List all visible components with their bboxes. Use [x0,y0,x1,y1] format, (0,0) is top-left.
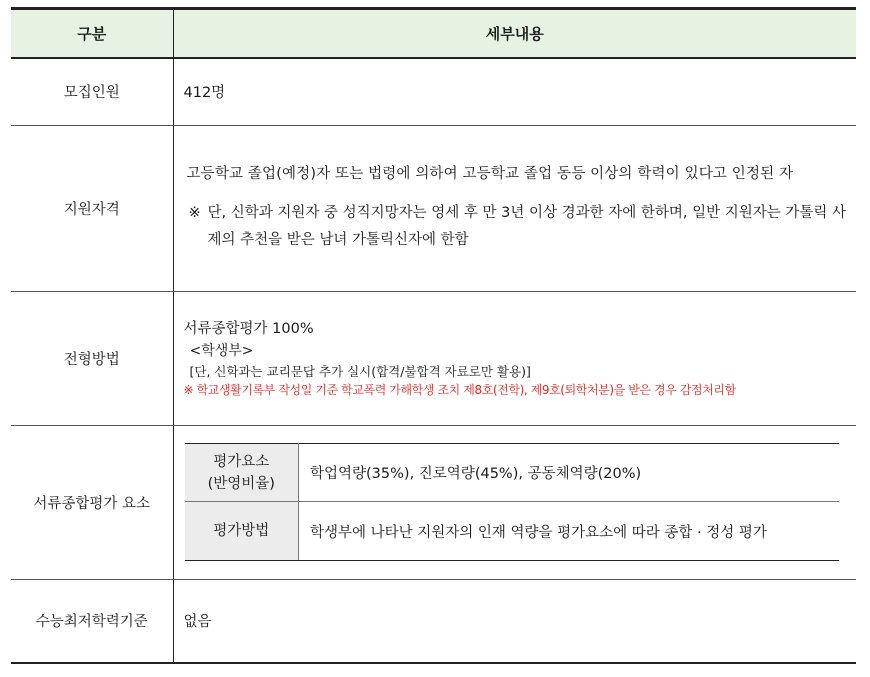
qualification-content [173,125,856,291]
selection-record-tag: <학생부> [189,342,254,359]
header-details: 세부내용 [173,9,856,59]
evaluation-inner-table [185,443,839,561]
evaluation-method-row [185,502,839,561]
selection-label: 전형방법 [11,291,173,425]
csat-value: 없음 [173,579,856,663]
evaluation-elements-label-line1: 평가요소 [213,453,270,470]
recruit-label: 모집인원 [11,58,173,125]
evaluation-label: 서류종합평가 요소 [11,425,173,579]
qualification-main-text: 고등학교 졸업(예정)자 또는 법령에 의하여 고등학교 졸업 동등 이상의 학력이 있다고 인정된 자 [186,166,794,182]
table-header-row [11,9,856,59]
header-category: 구분 [11,9,173,59]
evaluation-method-value: 학생부에 나타난 지원자의 인재 역량을 평가요소에 따라 종합 · 정성 평가 [299,502,839,561]
table-row-csat [11,579,856,663]
qualification-note [184,200,857,254]
evaluation-content [173,425,856,579]
selection-theology-note: [단, 신학과는 교리문답 추가 실시(합격/불합격 자료로만 활용)] [189,363,531,379]
recruit-value: 412명 [173,58,856,125]
table-row-qualification [11,125,856,291]
admission-details-table [11,7,856,664]
evaluation-elements-label [185,444,299,502]
table-row-selection [11,291,856,425]
evaluation-elements-label-line2: (반영비율) [207,475,275,492]
selection-content [173,291,856,425]
note-mark: ※ [188,205,201,221]
evaluation-elements-row [185,444,839,502]
qualification-label: 지원자격 [11,125,173,291]
csat-label: 수능최저학력기준 [11,579,173,663]
evaluation-method-label: 평가방법 [185,502,299,561]
table-row-recruit [11,58,856,125]
evaluation-elements-value: 학업역량(35%), 진로역량(45%), 공동체역량(20%) [299,444,839,502]
qualification-note-text: 단, 신학과 지원자 중 성직지망자는 영세 후 만 3년 이상 경과한 자에 한하며, 일반 지원자는 가톨릭 사제의 추천을 받은 남녀 가톨릭신자에 한함 [207,205,846,248]
selection-violence-warning: ※ 학교생활기록부 작성일 기준 학교폭력 가해학생 조치 제8호(전학), 제9호(퇴학처분)을 받은 경우 감점처리함 [183,382,736,397]
table-row-evaluation [11,425,856,579]
selection-method: 서류종합평가 100% [183,320,314,337]
